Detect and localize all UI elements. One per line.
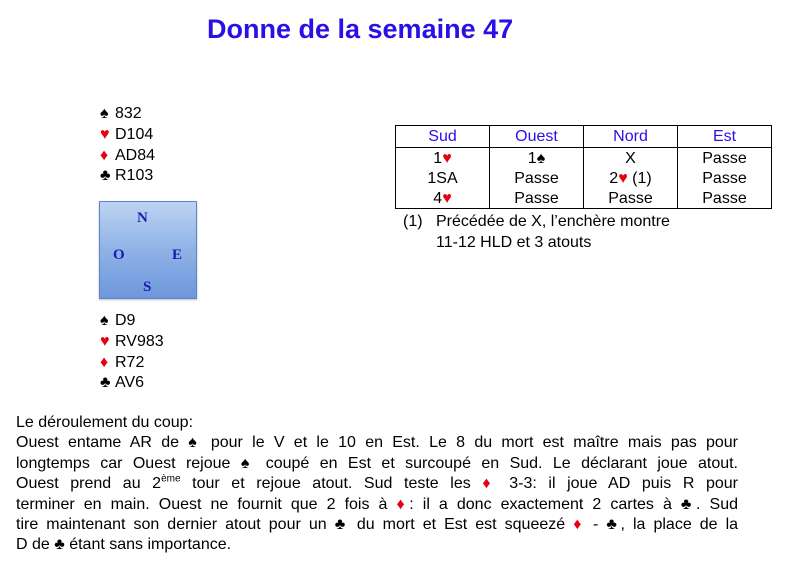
text-segment: tour et rejoue atout. Sud teste les [180, 475, 483, 493]
diamond-icon: ♦ [100, 353, 109, 371]
header-est: Est [678, 126, 772, 148]
north-hearts [100, 125, 155, 146]
club-icon: ♣ [680, 495, 697, 513]
text-segment: Ouest prend au 2 [16, 475, 162, 493]
bid-cell: 4♥ [396, 188, 490, 209]
bid-cell: Passe [584, 188, 678, 209]
description-heading: Le déroulement du coup: [16, 414, 194, 431]
south-hearts-cards: RV983 [115, 332, 164, 350]
north-hand [100, 104, 155, 187]
compass-table-icon [99, 201, 197, 299]
club-icon: ♣ [54, 536, 65, 554]
text-segment: , la place de la [620, 516, 739, 534]
description-line [16, 515, 738, 535]
note-number: (1) [403, 213, 423, 230]
text-segment: terminer en main. Ouest ne fournit que 2 fois à [16, 495, 397, 513]
club-icon: ♣ [334, 516, 349, 534]
description-line [16, 474, 738, 494]
south-clubs [100, 373, 164, 394]
bid-cell: Passe [678, 168, 772, 188]
spade-icon: ♠ [240, 454, 256, 472]
text-segment: - [584, 516, 607, 534]
page-title: Donne de la semaine 47 [207, 14, 514, 44]
note-line-2: 11-12 HLD et 3 atouts [436, 234, 592, 251]
text-segment: : il a donc exactement 2 cartes à [409, 495, 681, 513]
heart-icon: ♥ [442, 189, 452, 207]
north-spades-cards: 832 [115, 105, 142, 122]
bidding-row [396, 188, 772, 209]
text-segment: D de [16, 536, 55, 554]
bid-cell: X [584, 148, 678, 169]
south-spades [100, 311, 164, 332]
south-spades-cards: D9 [115, 312, 136, 329]
description-line [16, 433, 738, 453]
play-description [16, 413, 738, 556]
heart-icon: ♥ [100, 332, 110, 350]
text-segment: étant sans importance. [64, 536, 232, 554]
compass-south: S [143, 279, 152, 295]
north-diamonds [100, 146, 155, 167]
diamond-icon: ♦ [100, 146, 109, 164]
text-segment: longtemps car Ouest rejoue [16, 454, 241, 472]
bidding-note [403, 211, 670, 253]
diamond-icon: ♦ [396, 495, 410, 513]
bid-cell: Passe [678, 148, 772, 169]
heart-icon: ♥ [442, 149, 452, 167]
description-line [16, 454, 738, 474]
south-diamonds [100, 353, 164, 374]
south-diamonds-cards: R72 [115, 353, 145, 371]
spade-icon: ♠ [536, 149, 546, 167]
bid-cell: 1♠ [490, 148, 584, 169]
description-line [16, 535, 738, 555]
compass-north: N [137, 210, 148, 226]
bidding-header-row [396, 126, 772, 148]
north-diamonds-cards: AD84 [115, 146, 156, 164]
text-segment: pour le V et le 10 en Est. Le 8 du mort est maître mais pas pour [201, 434, 739, 452]
club-icon: ♣ [100, 374, 111, 392]
bidding-row [396, 168, 772, 188]
header-ouest: Ouest [490, 126, 584, 148]
heart-icon: ♥ [100, 125, 110, 143]
south-clubs-cards: AV6 [115, 374, 145, 392]
south-hand [100, 311, 164, 394]
note-line-1: Précédée de X, l’enchère montre [436, 213, 670, 230]
superscript: ème [161, 473, 181, 485]
description-line [16, 495, 738, 515]
bidding-table [395, 125, 772, 209]
bid-cell: 1♥ [396, 148, 490, 169]
bid-cell: Passe [490, 168, 584, 188]
bid-cell: 2♥ (1) [584, 168, 678, 188]
text-segment: 3-3: il joue AD puis R pour [497, 475, 738, 493]
bid-cell: 1SA [396, 168, 490, 188]
north-hearts-cards: D104 [115, 125, 154, 143]
text-segment: coupé en Est et surcoupé en Sud. Le déclarant joue atout. [255, 454, 739, 472]
south-hearts [100, 332, 164, 353]
bid-cell: Passe [490, 188, 584, 209]
heart-icon: ♥ [618, 169, 628, 187]
club-icon: ♣ [100, 167, 111, 185]
compass-east: E [172, 247, 183, 263]
text-segment: . Sud [696, 495, 738, 513]
diamond-icon: ♦ [573, 516, 585, 534]
club-icon: ♣ [606, 516, 621, 534]
bidding-body [396, 148, 772, 209]
compass-west: O [113, 247, 125, 263]
north-clubs-cards: R103 [115, 167, 154, 185]
header-nord: Nord [584, 126, 678, 148]
spade-icon: ♠ [100, 312, 109, 329]
bid-cell: Passe [678, 188, 772, 209]
text-segment: Ouest entame AR de [16, 434, 189, 452]
text-segment: du mort et Est est squeezé [348, 516, 574, 534]
text-segment: tire maintenant son dernier atout pour un [16, 516, 335, 534]
bidding-row [396, 148, 772, 169]
diamond-icon: ♦ [482, 475, 498, 493]
header-sud: Sud [396, 126, 490, 148]
spade-icon: ♠ [188, 434, 202, 452]
spade-icon: ♠ [100, 105, 109, 122]
north-spades [100, 104, 155, 125]
north-clubs [100, 166, 155, 187]
